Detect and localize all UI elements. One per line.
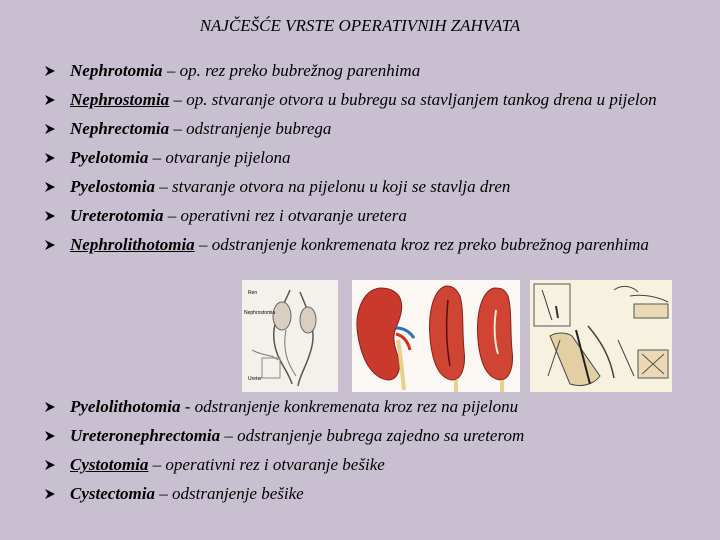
arrow-bullet-icon — [44, 94, 56, 106]
arrow-bullet-icon — [44, 210, 56, 222]
kidney-illustrations-image — [352, 280, 520, 392]
list-item: Nephrectomia – odstranjenje bubrega — [44, 118, 684, 140]
list-item: Ureteronephrectomia – odstranjenje bubrega zajedno sa ureterom — [44, 425, 684, 447]
surgical-drawing-image — [530, 280, 672, 392]
anatomy-sketch-image — [242, 280, 338, 392]
list-item: Pyelotomia – otvaranje pijelona — [44, 147, 684, 169]
arrow-bullet-icon — [44, 181, 56, 193]
anatomy-label: Nephrostomia — [244, 310, 276, 316]
arrow-bullet-icon — [44, 123, 56, 135]
list-item: Cystectomia – odstranjenje bešike — [44, 483, 684, 505]
arrow-bullet-icon — [44, 239, 56, 251]
list-item: Cystotomia – operativni rez i otvaranje bešike — [44, 454, 684, 476]
anatomy-label: Ureter — [248, 376, 262, 382]
arrow-bullet-icon — [44, 65, 56, 77]
slide-title: NAJČEŠĆE VRSTE OPERATIVNIH ZAHVATA — [199, 16, 521, 35]
arrow-bullet-icon — [44, 488, 56, 500]
list-item: Nephrostomia – op. stvaranje otvora u bubregu sa stavljanjem tankog drena u pijelon — [44, 89, 684, 111]
list-item: Nephrotomia – op. rez preko bubrežnog parenhima — [44, 60, 684, 82]
arrow-bullet-icon — [44, 459, 56, 471]
anatomy-label: Ren — [248, 290, 258, 296]
procedure-list-top — [44, 60, 684, 263]
arrow-bullet-icon — [44, 430, 56, 442]
list-item: Ureterotomia – operativni rez i otvaranje uretera — [44, 205, 684, 227]
list-item: Nephrolithotomia – odstranjenje konkremenata kroz rez preko bubrežnog parenhima — [44, 234, 684, 256]
list-item: Pyelostomia – stvaranje otvora na pijelonu u koji se stavlja dren — [44, 176, 684, 198]
arrow-bullet-icon — [44, 401, 56, 413]
arrow-bullet-icon — [44, 152, 56, 164]
list-item: Pyelolithotomia - odstranjenje konkremenata kroz rez na pijelonu — [44, 396, 684, 418]
procedure-list-bottom — [44, 396, 684, 512]
